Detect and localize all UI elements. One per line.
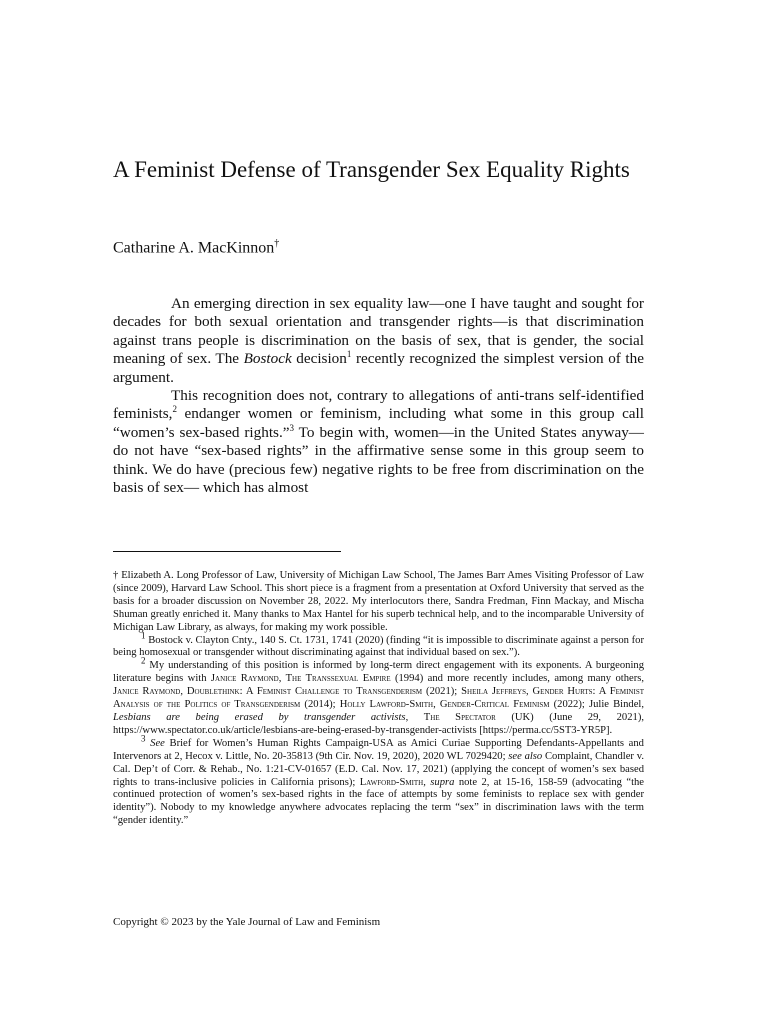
footnote-1 <box>113 630 644 661</box>
article-title: A Feminist Defense of Transgender Sex Equality Rights <box>113 157 630 182</box>
citation-jeffreys: Sheila Jeffreys, Gender Hurts: A Feminist Analysis of the Politics of Transgenderism <box>113 686 644 711</box>
citation-lawford-smith-short: Lawford-Smith <box>359 776 424 788</box>
footnote-1-number: 1 <box>141 630 146 640</box>
p2-text-c: To begin with, women—in the United States anyway—do not have “sex-based rights” in the affirmative sense some in this group seem to think. We do have (precious few) negative rights to be free from discrimination on the basis of sex— which has almost <box>113 423 644 497</box>
footnote-2-text: (2022); Julie Bindel, <box>549 699 645 711</box>
signal-see-also: see also <box>508 750 543 762</box>
footnotes <box>113 570 644 828</box>
footnote-dagger-text: Elizabeth A. Long Professor of Law, University of Michigan Law School, The James Barr Ames Visiting Professor of Law (since 2009), Harvard Law School. This short piece is a fragment from a presentation at Oxford University that served as the basis for a broader discussion on November 28, 2022. My interlocutors there, Sandra Fredman, Finn Mackay, and Mischa Shuman greatly enriched it. Many thanks to Max Hantel for his superb technical help, and to the incomparable University of Michigan Law Library, as always, for making my work possible. <box>113 570 645 633</box>
footnote-ref-1[interactable]: 1 <box>346 349 352 360</box>
footnote-3-text: , <box>423 776 431 788</box>
case-name-bostock: Bostock <box>243 350 292 368</box>
footnote-1-text: Bostock v. Clayton Cnty., 140 S. Ct. 1731, 1741 (2020) (finding “it is impossible to discriminate against a person for being homosexual or transgender without discriminating against that individual based on sex.”). <box>113 634 644 659</box>
p2-text-a: This recognition does not, contrary to allegations of anti-trans self-identified feminists, <box>113 387 644 423</box>
author-name: Catharine A. MacKinnon <box>113 239 275 257</box>
author-line <box>113 234 279 258</box>
citation-raymond-doublethink: Janice Raymond, Doublethink: A Feminist Challenge to Transgenderism <box>113 686 423 698</box>
footnote-2-text: My understanding of this position is informed by long-term direct engagement with its exponents. A burgeoning literature begins with <box>113 660 644 685</box>
article-body <box>113 295 644 497</box>
citation-spectator: The Spectator <box>423 711 496 723</box>
author-footnote-mark[interactable]: † <box>274 238 280 249</box>
footnote-2-text: (UK) (June 29, 2021), https://www.spectator.co.uk/article/lesbians-are-being-erased-by-transgender-activists [https://perma.cc/5ST3-YR5P]. <box>113 711 644 736</box>
footnote-3-text: Complaint, Chandler v. Cal. Dep’t of Corr. & Rehab., No. 1:21-CV-01657 (E.D. Cal. Nov. 17, 2021) (applying the concept of women’s sex based rights to trans-inclusive policies in California prisons); <box>113 750 644 788</box>
footnote-3 <box>113 733 645 828</box>
footnote-divider <box>113 551 341 552</box>
p2-text-b: endanger women or feminism, including what some in this group call “women’s sex-based rights.” <box>113 405 644 441</box>
footnote-2-text: (2021); <box>422 686 462 698</box>
footnote-3-text: note 2, at 15-16, 158-59 (advocating “the continued protection of women’s sex-based rights in the face of attempts by some feminists to replace sex with gender identity”). Nobody to my knowledge anywhere advocates replacing the term “sex” in discrimination laws with the term “gender identity.” <box>113 776 645 827</box>
p1-text-b: decision <box>291 350 347 368</box>
footnote-2-text: (1994) and more recently includes, among many others, <box>390 673 645 685</box>
footnote-ref-2[interactable]: 2 <box>172 404 177 415</box>
p1-text-a: An emerging direction in sex equality law—one I have taught and sought for decades for both sexual orientation and transgender rights—is that discrimination against trans people is discrimination on the basis of sex, that is gender, the social meaning of sex. The <box>113 295 644 368</box>
body-paragraph-2 <box>113 387 644 497</box>
citation-lawford-smith: Holly Lawford-Smith, Gender-Critical Feminism <box>339 699 550 711</box>
signal-supra: supra <box>430 776 455 788</box>
footnote-ref-3[interactable]: 3 <box>289 422 294 433</box>
citation-bindel-title: Lesbians are being erased by transgender activists <box>113 711 406 723</box>
footnote-2 <box>113 655 645 737</box>
copyright-line: Copyright © 2023 by the Yale Journal of Law and Feminism <box>113 916 381 928</box>
footnote-2-text: , <box>405 711 424 723</box>
footnote-2-number: 2 <box>141 655 146 666</box>
footnote-2-text: (2014); <box>300 699 340 711</box>
signal-see: See <box>145 737 165 749</box>
footnote-3-number: 3 <box>141 733 146 744</box>
footnote-dagger-mark: † <box>113 570 119 581</box>
p1-text-c: recently recognized the simplest version of the argument. <box>113 350 644 386</box>
footnote-3-text: Brief for Women’s Human Rights Campaign-USA as Amici Curiae Supporting Defendants-Appellants and Intervenors at 2, Hecox v. Little, No. 20-35813 (9th Cir. Nov. 19, 2020), 2020 WL 7029420; <box>113 737 644 762</box>
citation-raymond-empire: Janice Raymond, The Transsexual Empire <box>210 673 391 685</box>
body-paragraph-1 <box>113 295 644 387</box>
footnote-dagger <box>113 570 644 635</box>
